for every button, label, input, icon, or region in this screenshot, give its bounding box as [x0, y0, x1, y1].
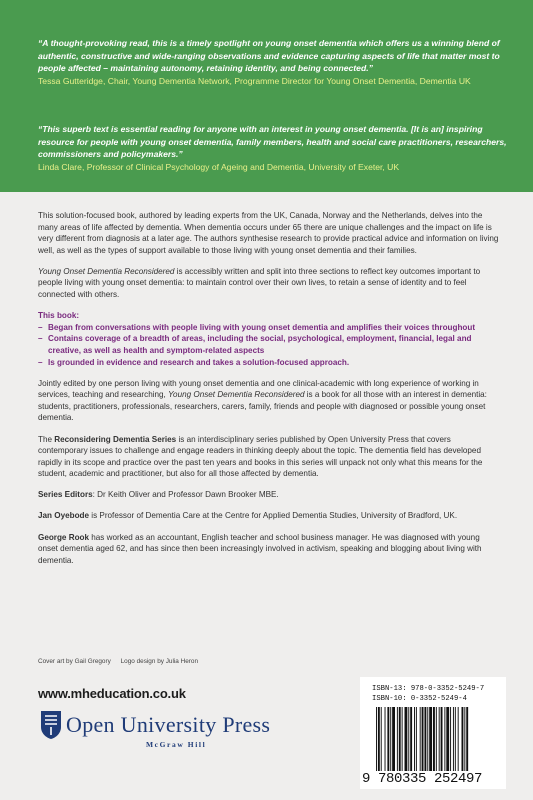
- list-item-text: Is grounded in evidence and research and takes a solution-focused approach.: [48, 357, 350, 367]
- series-name: Reconsidering Dementia Series: [54, 434, 177, 444]
- isbn-13: ISBN-13: 978-0-3352-5249-7: [372, 685, 485, 693]
- series-text: is an interdisciplinary series published by Open University Press that covers contemporary issues to challenge and engage readers in thinking deeply about the topic. The dementia field has developed rapidly in its scope and practice over the past ten years and books in this series will unpack not only what this means for the student, academic and practitioner, but also for all those affected by dementia.: [38, 434, 483, 479]
- cover-art-credit: Cover art by Gail Gregory: [38, 658, 111, 665]
- book-points: [38, 310, 500, 368]
- barcode-digits: 9 780335 252497: [362, 771, 483, 787]
- author-bio-text: is Professor of Dementia Care at the Centre for Applied Dementia Studies, University of Bradford, UK.: [89, 511, 458, 521]
- blurb: [38, 210, 500, 576]
- structure-paragraph: [38, 266, 500, 301]
- series-editors-label: Series Editors: [38, 490, 93, 500]
- barcode-icon: [376, 707, 502, 771]
- list-item: [38, 322, 500, 334]
- list-item-text: Began from conversations with people living with young onset dementia and amplifies their voices throughout: [48, 322, 476, 332]
- isbn-block: [360, 677, 506, 789]
- endorsement-quote: “A thought-provoking read, this is a timely spotlight on young onset dementia which offers us a winning blend of authentic, constructive and wide-ranging observations and evidence capturing aspects of life that matter most to people affected – maintaining autonomy, retaining identity, and being connected.”: [38, 38, 500, 74]
- endorsement-attribution: Tessa Gutteridge, Chair, Young Dementia Network, Programme Director for Young Onset Dementia, Dementia UK: [38, 75, 471, 86]
- series-lead: The: [38, 434, 55, 444]
- dash-bullet: –: [38, 322, 43, 332]
- series-editors-text: : Dr Keith Oliver and Professor Dawn Brooker MBE.: [92, 490, 279, 500]
- cover-credits: [38, 658, 198, 665]
- audience-paragraph: [38, 378, 500, 424]
- book-points-list: [38, 322, 500, 368]
- website-prefix: www.: [38, 686, 71, 701]
- endorsement-quote: “This superb text is essential reading for anyone with an interest in young onset dementia. [It is an] inspiring resource for people with young onset dementia, family members, health and social care practitioners, researchers, commissioners and policymakers.”: [38, 124, 507, 160]
- book-title: Young Onset Dementia Reconsidered: [38, 266, 175, 276]
- publisher-website[interactable]: [38, 686, 186, 701]
- book-title: Young Onset Dementia Reconsidered: [168, 390, 305, 400]
- intro-paragraph: This solution-focused book, authored by leading experts from the UK, Canada, Norway and the Netherlands, delves into the many areas of life affected by dementia. When dementia occurs under 65 there are unique challenges and the impact on life is very different from diagnosis at a later age. The authors synthesise research to provide practical advice and information on living well, as well as the types of support available to those living with young onset dementia and their families.: [38, 211, 499, 255]
- website-suffix: .co.uk: [149, 686, 186, 701]
- endorsement-attribution: Linda Clare, Professor of Clinical Psychology of Ageing and Dementia, University of Exeter, UK: [38, 161, 400, 172]
- list-item: [38, 357, 500, 369]
- book-points-heading: This book:: [38, 311, 80, 321]
- publisher-logo: [40, 710, 340, 749]
- structure-text: is accessibly written and split into three sections to reflect key outcomes important to people living with young onset dementia: to maintain control over their own lives, to retain a sense of identity and to feel connected with others.: [38, 266, 481, 300]
- website-domain: mheducation: [70, 686, 150, 701]
- audience-text-before: Jointly edited by one person living with young onset dementia and one clinical-academic with long experience of working in services, teaching and researching,: [38, 378, 479, 400]
- series-editors: [38, 489, 500, 501]
- list-item: [38, 333, 500, 356]
- audience-text-after: is a book for all those with an interest in dementia: students, practitioners, professionals, researchers, carers, family, friends and people with diagnosed or possible young onset dementia.: [38, 390, 487, 423]
- author-bio: [38, 532, 500, 567]
- logo-design-credit: Logo design by Julia Heron: [120, 658, 199, 665]
- list-item-text: Contains coverage of a breadth of areas, including the social, psychological, employment, financial, legal and creative, as well as health and symptom-related aspects: [48, 334, 472, 355]
- dash-bullet: –: [38, 357, 43, 367]
- oup-shield-icon: [40, 710, 62, 740]
- author-bio-text: has worked as an accountant, English teacher and school business manager. He was diagnosed with young onset dementia aged 62, and has since then been increasingly involved in activism, speaking and blogging about living with dementia.: [38, 532, 482, 565]
- endorsement-2: [38, 123, 508, 173]
- endorsements-panel: [0, 0, 533, 192]
- series-paragraph: [38, 434, 500, 480]
- author-name: George Rook: [38, 532, 90, 542]
- publisher-parent: McGraw Hill: [146, 740, 207, 749]
- isbn-10: ISBN-10: 0-3352-5249-4: [372, 695, 467, 703]
- endorsement-1: [38, 37, 508, 87]
- publisher-name: Open University Press: [66, 712, 271, 737]
- author-bio: [38, 510, 500, 522]
- author-name: Jan Oyebode: [38, 511, 90, 521]
- dash-bullet: –: [38, 334, 43, 344]
